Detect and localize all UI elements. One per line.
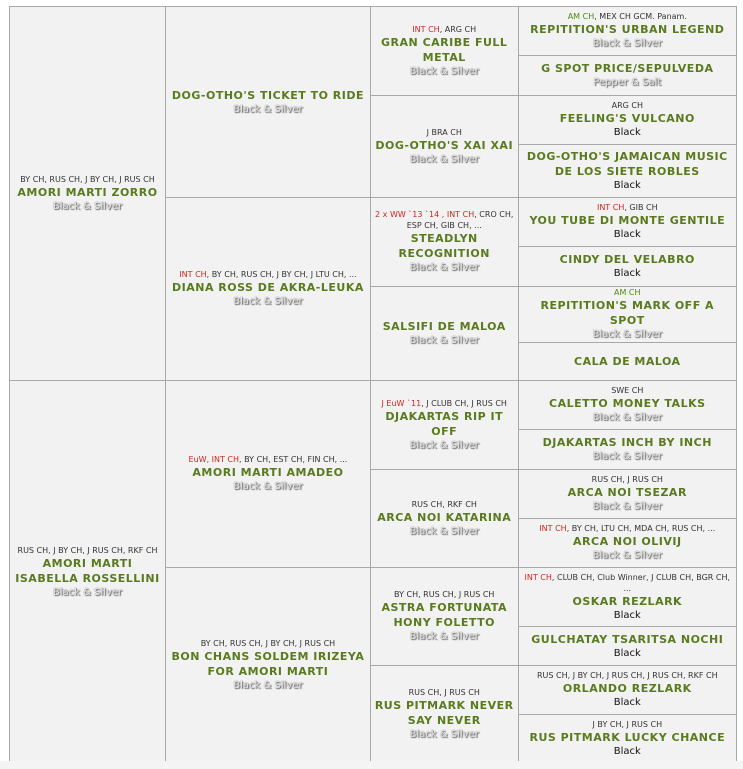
g4-color: Black & Silver [592,501,662,512]
g4-cell [518,198,736,247]
dds-titles: BY CH, RUS CH, J RUS CH [394,590,495,599]
g4-name[interactable]: OSKAR REZLARK [572,594,683,608]
g4-color: Black [613,127,641,138]
g4-name[interactable]: DJAKARTAS INCH BY INCH [542,436,712,449]
g4-color: Black [613,746,641,757]
g4-name[interactable]: DOG-OTHO'S JAMAICAN MUSIC DE LOS SIETE ROBLES [526,150,728,178]
sds-cell [370,198,518,287]
g4-cell [518,568,736,627]
g4-color: Black & Silver [592,550,662,561]
dss-name[interactable]: DJAKARTAS RIP IT OFF [385,409,504,438]
sss-cell [370,7,518,96]
g4-cell [518,715,736,764]
g4-name[interactable]: G SPOT PRICE/SEPULVEDA [541,62,714,75]
dsd-color: Black & Silver [409,525,479,537]
g4-cell [518,247,736,287]
g4-cell [518,7,736,56]
sd-cell [166,198,371,381]
ssd-titles: J BRA CH [426,127,462,137]
g4-cell [518,430,736,470]
sd-color: Black & Silver [233,296,303,307]
dsd-titles: RUS CH, RKF CH [411,499,477,509]
dd-name[interactable]: BON CHANS SOLDEM IRIZEYA FOR AMORI MARTI [171,650,365,678]
ddd-color: Black & Silver [409,729,479,740]
ds-titles: EuW, INT CH, BY CH, EST CH, FIN CH, ... [188,455,348,464]
g4-color: Black [613,180,641,191]
dss-titles: J EuW `11, J CLUB CH, J RUS CH [381,398,507,408]
sd-titles: INT CH, BY CH, RUS CH, J BY CH, J LTU CH, ... [179,270,357,279]
dam-name[interactable]: AMORI MARTI ISABELLA ROSSELLINI [15,556,160,585]
g4-name[interactable]: CALA DE MALOA [574,355,681,368]
dd-color: Black & Silver [233,680,303,691]
ss-color: Black & Silver [233,103,303,115]
sss-color: Black & Silver [409,65,479,77]
g4-color: Black & Silver [592,329,662,340]
g4-cell [518,343,736,381]
g4-name[interactable]: CINDY DEL VELABRO [559,253,695,266]
g4-titles: AM CH, MEX CH GCM. Panam. [567,12,687,21]
footer-bar [0,761,743,769]
dam-color: Black & Silver [52,586,123,598]
dd-cell [166,568,371,764]
g4-cell [518,287,736,343]
g4-titles: ARG CH [611,101,643,110]
ds-name[interactable]: AMORI MARTI AMADEO [192,466,344,479]
dss-cell [370,381,518,470]
g4-name[interactable]: RUS PITMARK LUCKY CHANCE [529,731,726,744]
g4-name[interactable]: YOU TUBE DI MONTE GENTILE [529,214,726,227]
dd-titles: BY CH, RUS CH, J BY CH, J RUS CH [200,639,336,648]
g4-cell [518,666,736,715]
g4-color: Black & Silver [592,38,662,49]
g4-cell [518,96,736,145]
dam-titles: RUS CH, J BY CH, J RUS CH, RKF CH [17,545,158,555]
sds-name[interactable]: STEADLYN RECOGNITION [398,232,490,260]
sdd-name[interactable]: SALSIFI DE MALOA [382,320,506,333]
g4-name[interactable]: REPITITION'S MARK OFF A SPOT [540,299,715,327]
g4-cell [518,470,736,519]
g4-name[interactable]: ARCA NOI TSEZAR [567,486,687,499]
dds-color: Black & Silver [409,631,479,642]
ss-name[interactable]: DOG-OTHO'S TICKET TO RIDE [171,88,364,102]
g4-titles: J BY CH, J RUS CH [592,720,663,729]
ddd-titles: RUS CH, J RUS CH [408,688,480,697]
g4-name[interactable]: REPITITION'S URBAN LEGEND [530,23,725,36]
ssd-name[interactable]: DOG-OTHO'S XAI XAI [375,138,514,152]
pedigree-table [9,6,737,764]
g4-color: Black [613,697,641,708]
sdd-color: Black & Silver [409,335,479,346]
g4-cell [518,519,736,568]
g4-titles: SWE CH [611,386,644,395]
g4-color: Pepper & Salt [593,77,662,88]
ds-cell [166,381,371,568]
g4-titles: INT CH, CLUB CH, Club Winner, J CLUB CH, BGR CH, ... [524,572,731,593]
ddd-name[interactable]: RUS PITMARK NEVER SAY NEVER [374,699,514,727]
ss-cell [166,7,371,198]
sds-titles: 2 x WW `13 `14 , INT CH, CRO CH, ESP CH, GIB CH, ... [375,210,514,230]
g4-titles: INT CH, GIB CH [596,203,658,212]
sdd-cell [370,287,518,381]
dsd-name[interactable]: ARCA NOI KATARINA [377,510,512,524]
g4-color: Black [613,229,641,240]
g4-color: Black & Silver [592,451,662,462]
g4-name[interactable]: CALETTO MONEY TALKS [549,397,706,410]
g4-name[interactable]: ARCA NOI OLIVIJ [573,535,682,548]
g4-name[interactable]: FEELING'S VULCANO [559,112,695,125]
g4-cell [518,627,736,666]
g4-titles: AM CH [614,288,641,297]
g4-titles: RUS CH, J RUS CH [591,475,663,484]
ssd-cell [370,96,518,198]
sd-name[interactable]: DIANA ROSS DE AKRA-LEUKA [172,281,364,294]
g4-color: Black [613,647,641,659]
dds-name[interactable]: ASTRA FORTUNATA HONY FOLETTO [381,601,508,629]
g4-color: Black & Silver [592,412,662,423]
ds-color: Black & Silver [233,481,303,492]
g4-cell [518,381,736,430]
sds-color: Black & Silver [409,262,479,273]
g4-cell [518,145,736,198]
g4-color: Black [613,268,641,279]
g4-name[interactable]: ORLANDO REZLARK [562,682,692,695]
dam-cell [10,381,166,764]
sss-titles: INT CH, ARG CH [412,24,477,34]
g4-titles: INT CH, BY CH, LTU CH, MDA CH, RUS CH, ... [539,524,716,533]
ddd-cell [370,666,518,764]
sire-color: Black & Silver [52,200,123,212]
sire-name[interactable]: AMORI MARTI ZORRO [17,185,158,199]
sire-titles: BY CH, RUS CH, J BY CH, J RUS CH [20,174,155,184]
g4-titles: RUS CH, J BY CH, J RUS CH, J RUS CH, RKF CH [536,671,718,680]
g4-cell [518,56,736,96]
sss-name[interactable]: GRAN CARIBE FULL METAL [381,35,508,64]
dds-cell [370,568,518,666]
dsd-cell [370,470,518,568]
ssd-color: Black & Silver [409,153,479,165]
g4-color: Black [613,609,641,621]
dss-color: Black & Silver [409,439,479,451]
sire-cell [10,7,166,381]
g4-name[interactable]: GULCHATAY TSARITSA NOCHI [531,632,724,646]
